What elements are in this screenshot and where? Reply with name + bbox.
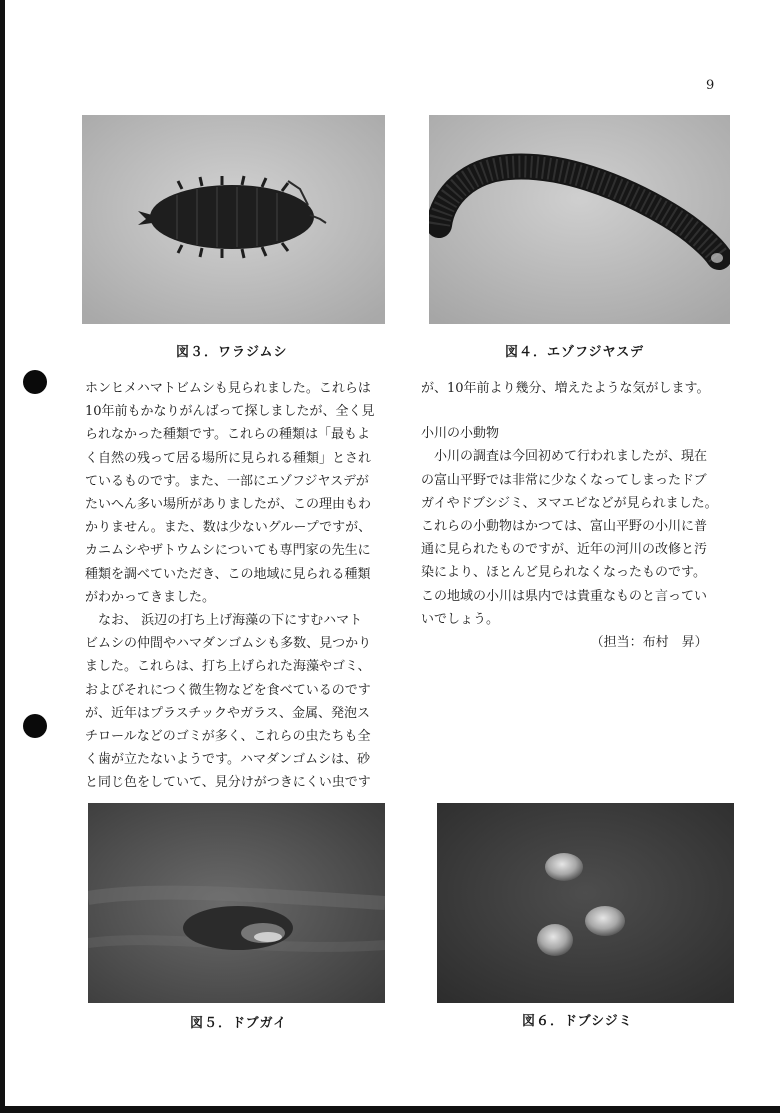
body-line: 10年前もかなりがんばって探しましたが、全く見	[85, 404, 375, 420]
body-line: カニムシやザトウムシについても専門家の先生に	[85, 543, 371, 559]
body-line: られなかった種類です。これらの種類は「最もよ	[85, 427, 370, 443]
body-line: 種類を調べていただき、この地域に見られる種類	[85, 566, 371, 582]
body-line: の富山平野では非常に少なくなってしまったドブ	[421, 472, 707, 488]
section-heading: 小川の小動物	[421, 426, 500, 442]
body-line: なお、 浜辺の打ち上げ海藻の下にすむハマト	[85, 613, 363, 629]
body-line: く自然の残って居る場所に見られる種類」とされ	[85, 450, 372, 466]
body-line: ビムシの仲間やハマダンゴムシも多数、見つかり	[85, 636, 372, 652]
body-line: 染により、ほとんど見られなくなったものです。	[421, 565, 706, 581]
body-line: ホンヒメハマトビムシも見られました。これらは	[85, 381, 371, 396]
body-line: ているものです。また、一部にエゾフジヤスデが	[85, 473, 369, 489]
punch-hole-bottom	[23, 714, 47, 738]
body-line: と同じ色をしていて、見分けがつきにくい虫です	[85, 775, 371, 791]
right-text-column	[421, 377, 718, 654]
scan-left-edge	[0, 0, 5, 1113]
fig4-caption: 図４．エゾフジヤスデ	[505, 345, 644, 360]
body-line: ガイやドブシジミ、ヌマエビなどが見られました。	[421, 495, 718, 511]
fig5-caption: 図５．ドブガイ	[190, 1016, 288, 1031]
fig6-caption: 図６．ドブシジミ	[522, 1014, 633, 1029]
body-line: かりません。また、数は少ないグループですが、	[85, 520, 372, 536]
body-line: が、近年はプラスチックやガラス、金属、発泡ス	[85, 705, 370, 721]
body-line: く歯が立たないようです。ハマダンゴムシは、砂	[85, 752, 371, 768]
body-line: この地域の小川は県内では貴重なものと言ってい	[421, 588, 708, 604]
body-line: 小川の調査は今回初めて行われましたが、現在	[421, 449, 708, 465]
body-line: 通に見られたものですが、近年の河川の改修と汚	[421, 542, 708, 558]
fig3-caption: 図３．ワラジムシ	[176, 345, 288, 360]
scan-bottom-edge	[0, 1106, 780, 1113]
woodlouse-photo	[82, 115, 385, 324]
millipede-photo	[429, 115, 730, 324]
author-credit: （担当：布村 昇）	[590, 635, 708, 651]
punch-hole-top	[23, 370, 47, 394]
body-line: チロールなどのゴミが多く、これらの虫たちも全	[85, 729, 371, 745]
body-line: たいへん多い場所がありましたが、この理由もわ	[85, 497, 372, 513]
fingernail-clam-photo	[437, 803, 734, 1003]
body-line: およびそれにつく微生物などを食べているのです	[85, 682, 371, 698]
body-line: いでしょう。	[421, 611, 500, 627]
body-line: がわかってきました。	[85, 589, 216, 605]
continuation-line: が、10年前より幾分、増えたような気がします。	[421, 381, 710, 396]
freshwater-mussel-photo	[88, 803, 385, 1003]
body-line: ました。これらは、打ち上げられた海藻やゴミ、	[85, 659, 371, 675]
body-line: これらの小動物はかつては、富山平野の小川に普	[421, 519, 708, 535]
page-number: 9	[706, 78, 715, 93]
left-text-column	[85, 377, 375, 795]
